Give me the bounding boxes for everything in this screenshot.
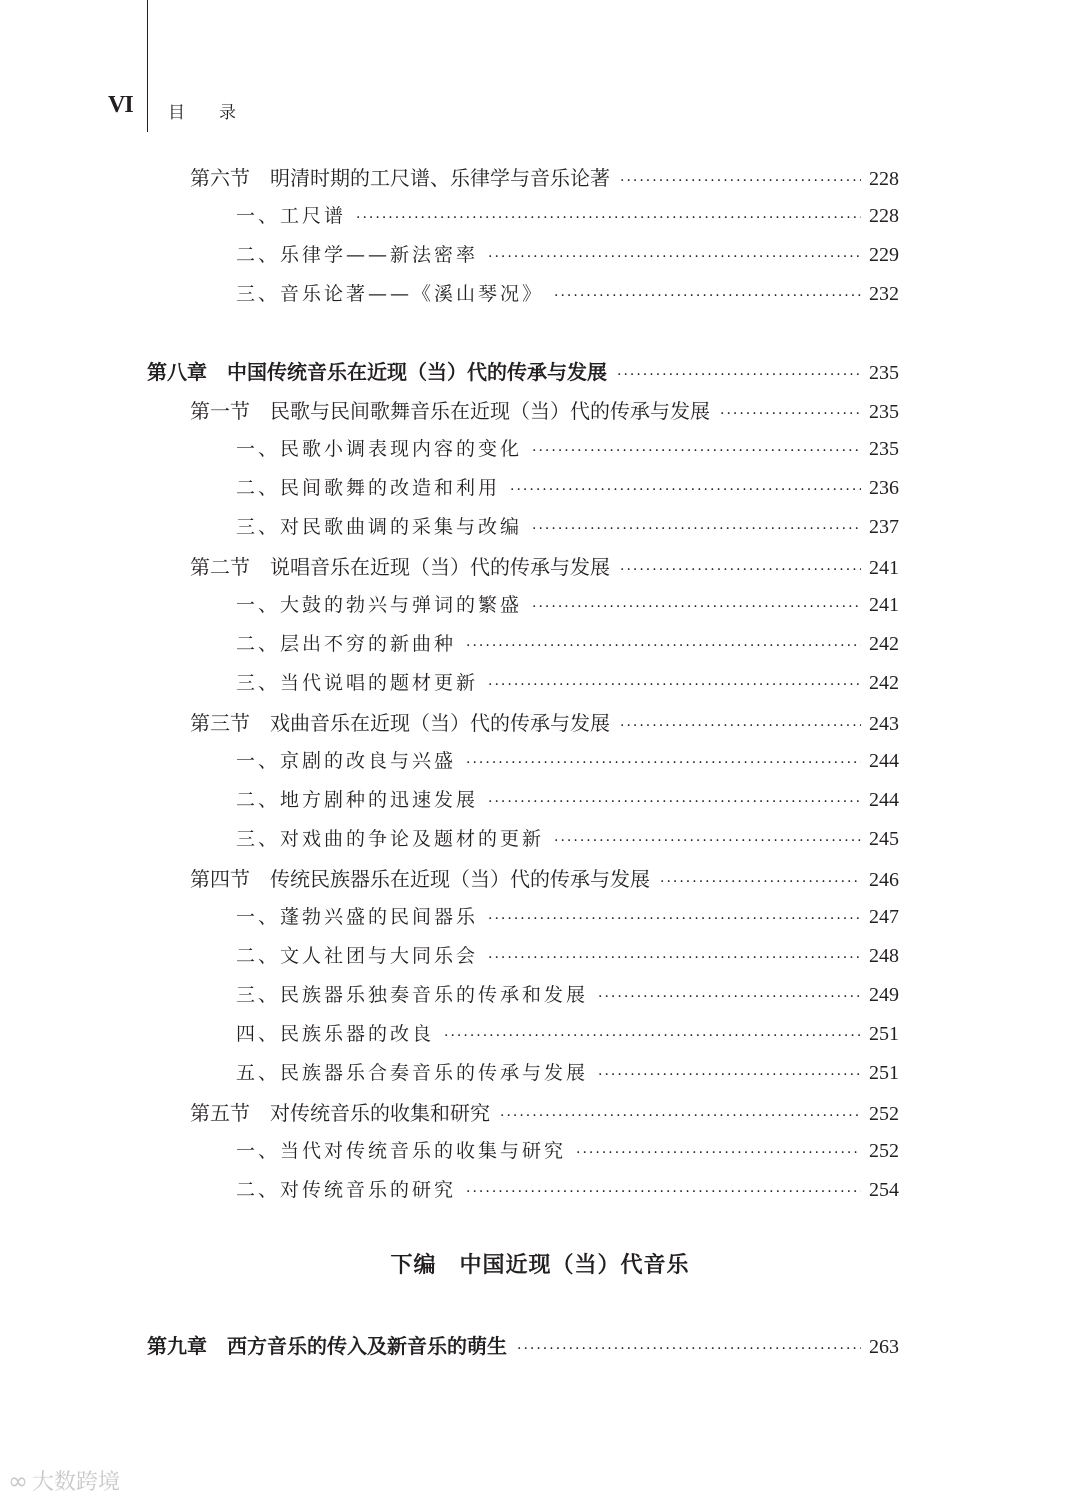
toc-leader-dots: [517, 1341, 861, 1357]
toc-entry-page: 228: [869, 205, 899, 227]
toc-entry-page: 235: [869, 362, 899, 384]
toc-entry-page: 241: [869, 594, 899, 616]
toc-leader-dots: [554, 833, 861, 849]
toc-leader-dots: [466, 1184, 861, 1200]
toc-entry-title: 第三节 戏曲音乐在近现（当）代的传承与发展: [190, 711, 610, 735]
toc-leader-dots: [488, 794, 861, 810]
toc-entry-title: 三、对民歌曲调的采集与改编: [236, 516, 523, 538]
toc-entry-page: 244: [869, 750, 899, 772]
toc-entry-page: 242: [869, 672, 899, 694]
toc-entry-title: 二、乐律学——新法密率: [236, 244, 479, 266]
toc-leader-dots: [488, 911, 861, 927]
toc-entry-title: 第二节 说唱音乐在近现（当）代的传承与发展: [190, 555, 610, 579]
toc-leader-dots: [532, 521, 861, 537]
toc-entry-title: 三、当代说唱的题材更新: [236, 672, 479, 694]
header-rule: [147, 0, 148, 132]
watermark-text: 大数跨境: [32, 1470, 121, 1495]
toc-entry-item: [236, 473, 899, 500]
toc-entry-title: 一、大鼓的勃兴与弹词的繁盛: [236, 594, 523, 616]
toc-entry-title: 第八章 中国传统音乐在近现（当）代的传承与发展: [147, 360, 607, 384]
toc-entry-section: [190, 395, 899, 424]
toc-entry-page: 235: [869, 438, 899, 460]
toc-entry-page: 249: [869, 984, 899, 1006]
toc-entry-title: 第一节 民歌与民间歌舞音乐在近现（当）代的传承与发展: [190, 399, 710, 423]
toc-leader-dots: [532, 599, 861, 615]
toc-entry-item: [236, 240, 899, 267]
toc-entry-title: 三、民族器乐独奏音乐的传承和发展: [236, 984, 589, 1006]
toc-entry-section: [190, 863, 899, 892]
toc-entry-page: 241: [869, 557, 899, 579]
toc-leader-dots: [488, 950, 861, 966]
toc-entry-section: [190, 162, 899, 191]
toc-entry-title: 四、民族乐器的改良: [236, 1023, 435, 1045]
toc-leader-dots: [620, 562, 861, 578]
toc-entry-title: 第九章 西方音乐的传入及新音乐的萌生: [147, 1334, 507, 1358]
toc-entry-chapter: [147, 1330, 899, 1359]
toc-leader-dots: [620, 173, 861, 189]
toc-entry-page: 245: [869, 828, 899, 850]
toc-entry-item: [236, 1058, 899, 1085]
toc-leader-dots: [532, 443, 861, 459]
running-head: 目录: [168, 103, 270, 123]
toc-entry-item: [236, 668, 899, 695]
toc-leader-dots: [444, 1028, 861, 1044]
watermark: [8, 1465, 120, 1496]
toc-entry-item: [236, 902, 899, 929]
toc-entry-item: [236, 512, 899, 539]
toc-leader-dots: [720, 406, 861, 422]
toc-entry-page: 247: [869, 906, 899, 928]
toc-entry-title: 一、京剧的改良与兴盛: [236, 750, 457, 772]
toc-leader-dots: [488, 677, 861, 693]
toc-entry-title: 五、民族器乐合奏音乐的传承与发展: [236, 1062, 589, 1084]
toc-entry-title: 一、民歌小调表现内容的变化: [236, 438, 523, 460]
toc-entry-item: [236, 941, 899, 968]
toc-entry-item: [236, 1136, 899, 1163]
toc-leader-dots: [576, 1145, 861, 1161]
toc-entry-page: 235: [869, 401, 899, 423]
toc-entry-page: 244: [869, 789, 899, 811]
toc-leader-dots: [617, 367, 861, 383]
toc-leader-dots: [488, 249, 861, 265]
part-title: 下编 中国近现（当）代音乐: [390, 1252, 690, 1278]
toc-entry-title: 第五节 对传统音乐的收集和研究: [190, 1101, 490, 1125]
toc-entry-item: [236, 824, 899, 851]
toc-entry-title: 第四节 传统民族器乐在近现（当）代的传承与发展: [190, 867, 650, 891]
toc-entry-title: 第六节 明清时期的工尺谱、乐律学与音乐论著: [190, 166, 610, 190]
toc-entry-title: 二、对传统音乐的研究: [236, 1179, 457, 1201]
toc-entry-item: [236, 746, 899, 773]
toc-entry-title: 二、层出不穷的新曲种: [236, 633, 457, 655]
toc-leader-dots: [598, 1067, 861, 1083]
toc-entry-page: 263: [869, 1336, 899, 1358]
toc-entry-title: 一、当代对传统音乐的收集与研究: [236, 1140, 567, 1162]
toc-entry-item: [236, 590, 899, 617]
toc-entry-item: [236, 434, 899, 461]
toc-entry-title: 二、民间歌舞的改造和利用: [236, 477, 501, 499]
toc-entry-page: 228: [869, 168, 899, 190]
toc-entry-section: [190, 707, 899, 736]
toc-entry-page: 251: [869, 1023, 899, 1045]
toc-entry-title: 一、蓬勃兴盛的民间器乐: [236, 906, 479, 928]
toc-entry-title: 三、音乐论著——《溪山琴况》: [236, 283, 545, 305]
page-number: VI: [108, 92, 133, 118]
toc-entry-item: [236, 1019, 899, 1046]
toc-leader-dots: [598, 989, 861, 1005]
toc-entry-title: 一、工尺谱: [236, 205, 347, 227]
toc-leader-dots: [554, 288, 861, 304]
toc-entry-section: [190, 551, 899, 580]
toc-entry-item: [236, 1175, 899, 1202]
toc-leader-dots: [620, 718, 861, 734]
toc-entry-page: 248: [869, 945, 899, 967]
toc-entry-title: 二、文人社团与大同乐会: [236, 945, 479, 967]
toc-entry-page: 252: [869, 1103, 899, 1125]
toc-entry-page: 251: [869, 1062, 899, 1084]
toc-entry-title: 三、对戏曲的争论及题材的更新: [236, 828, 545, 850]
toc-entry-item: [236, 980, 899, 1007]
toc-entry-item: [236, 629, 899, 656]
toc-entry-page: 229: [869, 244, 899, 266]
toc-entry-title: 二、地方剧种的迅速发展: [236, 789, 479, 811]
toc-entry-item: [236, 785, 899, 812]
toc-leader-dots: [510, 482, 861, 498]
toc-entry-page: 242: [869, 633, 899, 655]
toc-entry-item: [236, 201, 899, 228]
toc-leader-dots: [500, 1108, 861, 1124]
toc-entry-page: 254: [869, 1179, 899, 1201]
toc-entry-page: 246: [869, 869, 899, 891]
toc-entry-page: 236: [869, 477, 899, 499]
toc-leader-dots: [660, 874, 861, 890]
infinity-logo-icon: ∞: [8, 1466, 28, 1495]
toc-leader-dots: [466, 755, 861, 771]
toc-entry-page: 252: [869, 1140, 899, 1162]
toc-entry-page: 237: [869, 516, 899, 538]
toc-entry-chapter: [147, 356, 899, 385]
toc-entry-page: 243: [869, 713, 899, 735]
toc-leader-dots: [466, 638, 861, 654]
toc-entry-page: 232: [869, 283, 899, 305]
toc-entry-section: [190, 1097, 899, 1126]
toc-leader-dots: [356, 210, 861, 226]
toc-entry-item: [236, 279, 899, 306]
